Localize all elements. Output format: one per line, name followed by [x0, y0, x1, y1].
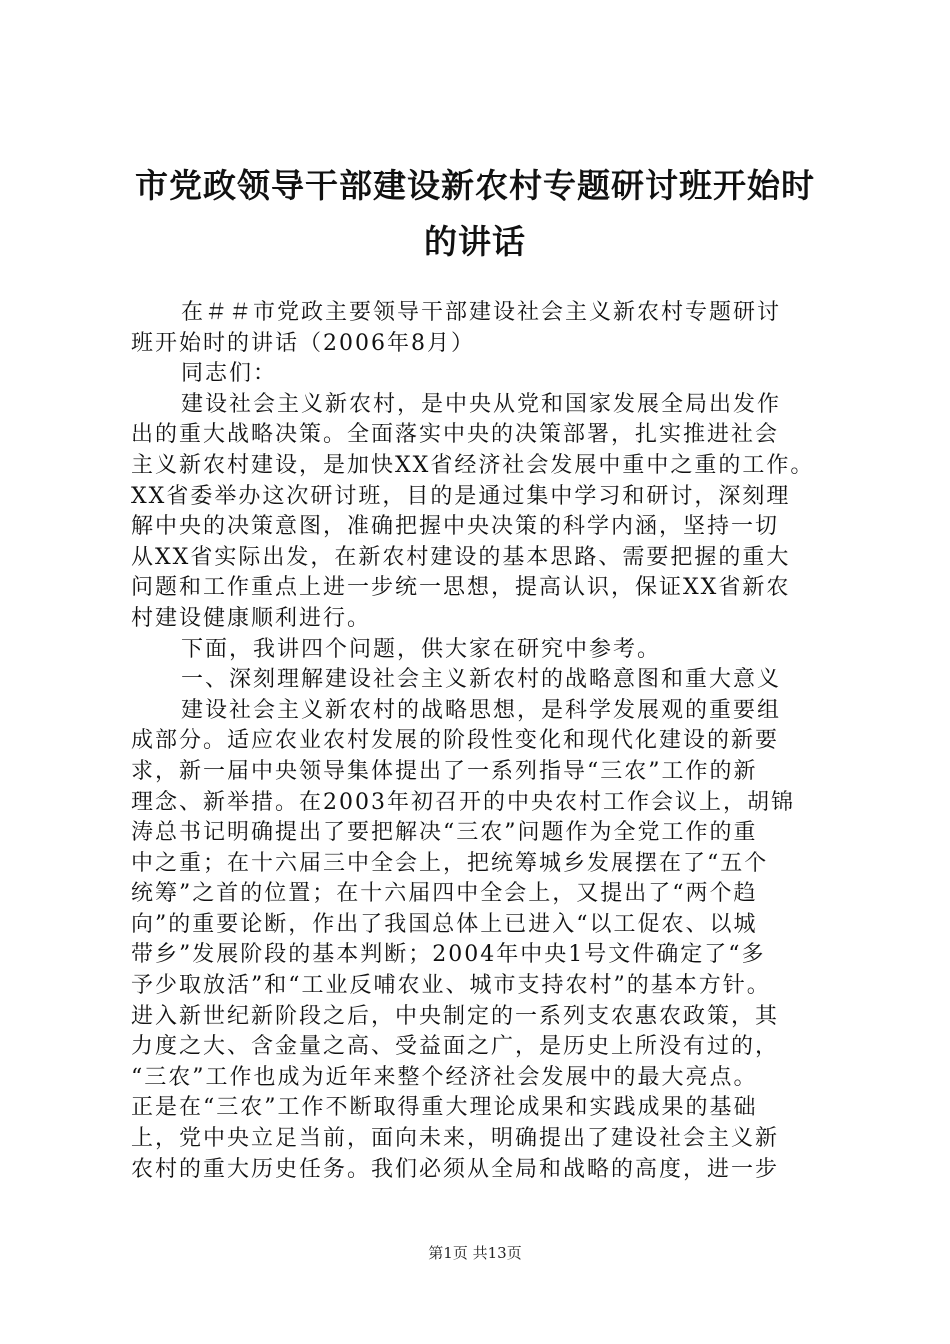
text-line: 解中央的决策意图，准确把握中央决策的科学内涵，坚持一切	[131, 514, 780, 540]
text-line: 一、深刻理解建设社会主义新农村的战略意图和重大意义	[181, 667, 782, 693]
text-line: 涛总书记明确提出了要把解决“三农”问题作为全党工作的重	[131, 820, 758, 846]
title-line-1: 市党政领导干部建设新农村专题研讨班开始时	[135, 166, 815, 205]
text-line: 建设社会主义新农村，是中央从党和国家发展全局出发作	[181, 391, 782, 417]
text-line: 求，新一届中央领导集体提出了一系列指导“三农”工作的新	[131, 758, 758, 784]
text-line: 下面，我讲四个问题，供大家在研究中参考。	[181, 636, 662, 662]
text-line: 班开始时的讲话（2006年8月）	[131, 330, 475, 356]
text-line: 同志们：	[181, 361, 278, 387]
text-line: 农村的重大历史任务。我们必须从全局和战略的高度，进一步	[131, 1156, 780, 1182]
text-line: 建设社会主义新农村的战略思想，是科学发展观的重要组	[181, 697, 782, 723]
text-line: 上，党中央立足当前，面向未来，明确提出了建设社会主义新	[131, 1126, 780, 1152]
text-line: 统筹”之首的位置；在十六届四中全会上，又提出了“两个趋	[131, 881, 758, 907]
text-line: 向”的重要论断，作出了我国总体上已进入“以工促农、以城	[131, 911, 758, 937]
document-body	[131, 298, 831, 1185]
text-line: XX省委举办这次研讨班，目的是通过集中学习和研讨，深刻理	[131, 483, 791, 509]
text-line: 在＃＃市党政主要领导干部建设社会主义新农村专题研讨	[181, 300, 782, 325]
text-line: 理念、新举措。在2003年初召开的中央农村工作会议上，胡锦	[131, 789, 795, 815]
text-line: 出的重大战略决策。全面落实中央的决策部署，扎实推进社会	[131, 422, 780, 448]
text-line: 主义新农村建设，是加快XX省经济社会发展中重中之重的工作。	[131, 452, 815, 478]
text-line: 力度之大、含金量之高、受益面之广，是历史上所没有过的，	[131, 1034, 780, 1060]
document-title	[120, 158, 830, 270]
text-line: 成部分。适应农业农村发展的阶段性变化和现代化建设的新要	[131, 728, 780, 754]
text-line: 村建设健康顺利进行。	[131, 605, 372, 631]
page-footer: 第1页 共13页	[428, 1244, 522, 1262]
text-line: 中之重；在十六届三中全会上，把统筹城乡发展摆在了“五个	[131, 850, 769, 876]
text-line: 问题和工作重点上进一步统一思想，提高认识，保证XX省新农	[131, 575, 791, 601]
title-line-2: 的讲话	[424, 222, 526, 261]
text-line: 正是在“三农”工作不断取得重大理论成果和实践成果的基础	[131, 1095, 758, 1121]
text-line: 带乡”发展阶段的基本判断；2004年中央1号文件确定了“多	[131, 942, 766, 968]
text-line: 从XX省实际出发，在新农村建设的基本思路、需要把握的重大	[131, 544, 791, 570]
text-line: 进入新世纪新阶段之后，中央制定的一系列支农惠农政策，其	[131, 1003, 780, 1029]
text-line: 予少取放活”和“工业反哺农业、城市支持农村”的基本方针。	[131, 973, 771, 999]
text-line: “三农”工作也成为近年来整个经济社会发展中的最大亮点。	[131, 1064, 758, 1090]
